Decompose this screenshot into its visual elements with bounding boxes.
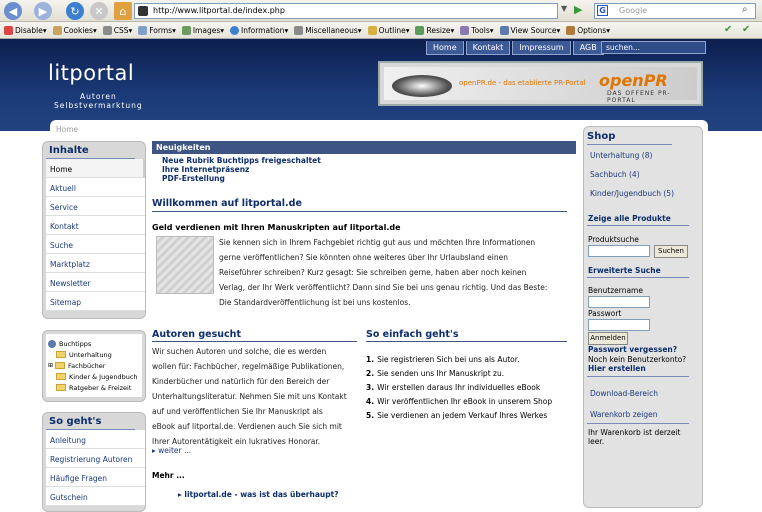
username-label: Benutzername xyxy=(588,286,643,295)
nav-kontakt[interactable]: Kontakt xyxy=(466,41,511,55)
dev-forms[interactable]: Forms ▾ xyxy=(138,26,176,35)
tree-item[interactable]: Unterhaltung xyxy=(48,349,140,360)
menu-newsletter[interactable]: Newsletter xyxy=(46,273,145,292)
inhalte-title: Inhalte xyxy=(46,142,135,159)
options-icon xyxy=(566,26,575,35)
dev-images[interactable]: Images ▾ xyxy=(182,26,224,35)
shop-category[interactable]: Kinder/Jugendbuch (5) xyxy=(590,189,674,198)
dev-information[interactable]: Information ▾ xyxy=(230,26,288,35)
dev-resize[interactable]: Resize ▾ xyxy=(415,26,454,35)
search-button[interactable]: Suchen xyxy=(654,245,688,258)
nav-agb[interactable]: AGB xyxy=(573,41,604,55)
folder-icon xyxy=(56,351,66,358)
step-item: 1. Sie registrieren Sich bei uns als Autor. xyxy=(366,355,520,364)
banner-logo: openPR xyxy=(599,71,668,90)
shop-category[interactable]: Unterhaltung (8) xyxy=(590,151,653,160)
menu-kontakt[interactable]: Kontakt xyxy=(46,216,145,235)
menu-aktuell[interactable]: Aktuell xyxy=(46,178,145,197)
divider xyxy=(152,211,567,212)
disable-icon xyxy=(4,26,13,35)
menu-home[interactable]: Home xyxy=(46,159,145,178)
top-navigation xyxy=(426,41,606,55)
menu-marktplatz[interactable]: Marktplatz xyxy=(46,254,145,273)
logo-subtitle-2: Selbstvermarktung xyxy=(54,101,143,110)
create-account-link[interactable]: Hier erstellen xyxy=(588,364,646,373)
howto-title: So einfach geht's xyxy=(366,329,459,340)
address-bar[interactable] xyxy=(134,3,558,19)
sogehts-menu xyxy=(42,412,146,512)
menu-service[interactable]: Service xyxy=(46,197,145,216)
banner-text: openPR.de - das etablierte PR-Portal xyxy=(459,79,586,87)
book-icon xyxy=(48,340,56,348)
arrow-right-icon: ▸ xyxy=(178,490,185,499)
back-icon[interactable]: ◀ xyxy=(4,2,22,20)
banner-tagline: DAS OFFENE PR-PORTAL xyxy=(607,90,671,104)
forward-icon[interactable]: ▶ xyxy=(34,2,52,20)
folder-icon xyxy=(55,362,65,369)
dev-tools[interactable]: Tools ▾ xyxy=(460,26,493,35)
sogehts-title: So geht's xyxy=(46,413,135,430)
divider xyxy=(366,341,567,342)
tree-item[interactable]: ⊞ Fachbücher xyxy=(48,361,106,370)
download-link[interactable]: Download-Bereich xyxy=(590,389,658,398)
forms-icon xyxy=(138,26,147,35)
news-item[interactable]: Neue Rubrik Buchtipps freigeschaltet xyxy=(162,156,321,165)
weiter-link[interactable]: ▸ weiter ... xyxy=(152,446,192,455)
dev-view-source[interactable]: View Source ▾ xyxy=(500,26,561,35)
divider xyxy=(587,144,672,145)
manuscript-image xyxy=(156,236,214,294)
menu-anleitung[interactable]: Anleitung xyxy=(46,430,145,449)
dropdown-arrow-icon[interactable]: ▼ xyxy=(561,4,568,13)
divider xyxy=(587,277,689,278)
username-field[interactable] xyxy=(588,296,650,308)
divider xyxy=(587,423,689,424)
google-icon: G xyxy=(597,5,608,16)
extended-search-link[interactable]: Erweiterte Suche xyxy=(588,266,661,275)
mehr-label: Mehr ... xyxy=(152,471,185,480)
inhalte-menu xyxy=(42,141,146,319)
resize-icon xyxy=(415,26,424,35)
tree-item[interactable]: Ratgeber & Freizeit xyxy=(48,382,140,393)
dev-disable[interactable]: Disable ▾ xyxy=(4,26,47,35)
dev-css[interactable]: CSS ▾ xyxy=(103,26,133,35)
password-field[interactable] xyxy=(588,319,650,331)
openpr-banner[interactable] xyxy=(378,61,703,106)
product-search-input[interactable] xyxy=(588,245,650,257)
site-header xyxy=(0,39,762,131)
browser-toolbar xyxy=(0,0,762,22)
divider xyxy=(152,341,357,342)
step-item: 5. Sie verdienen an jedem Verkauf Ihres Werkes xyxy=(366,411,548,420)
shop-category[interactable]: Sachbuch (4) xyxy=(590,170,640,179)
search-go-icon[interactable]: ⌕ xyxy=(742,4,748,15)
tree-root[interactable]: Buchtipps xyxy=(48,338,140,349)
divider xyxy=(587,225,689,226)
site-search-input[interactable]: suchen... xyxy=(601,41,706,54)
arrow-right-icon: ▸ xyxy=(152,446,159,455)
dev-miscellaneous[interactable]: Miscellaneous ▾ xyxy=(294,26,361,35)
menu-sitemap[interactable]: Sitemap xyxy=(46,292,145,311)
mehr-link[interactable]: ▸ litportal.de - was ist das überhaupt? xyxy=(178,490,339,499)
reload-icon[interactable]: ↻ xyxy=(66,2,84,20)
authors-text: Wir suchen Autoren und solche, die es werden wollen für: Fachbücher, regelmäßige Publikationen, Kinderbücher und natürlich für den Bereich der Unterhaltungsliteratur. Nehmen Sie mit uns Kontakt auf und veröffentlichen Sie Ihr Manuskript als eBook auf litportal.de. Verdienen auch Sie sich mit Ihrer Autorentätigkeit ein lukratives Honorar. xyxy=(152,347,347,446)
nav-impressum[interactable]: Impressum xyxy=(512,41,570,55)
menu-gutschein[interactable]: Gutschein xyxy=(46,487,145,506)
cookies-icon xyxy=(53,26,62,35)
menu-faq[interactable]: Häufige Fragen xyxy=(46,468,145,487)
authors-title: Autoren gesucht xyxy=(152,329,241,340)
intro-text: Sie kennen sich in Ihrem Fachgebiet richtig gut aus und möchten Ihre Informationen gerne veröffentlichen? Sie könnten ohne weiteres über Ihr Urlaubsland einen Reiseführer schreiben? Kurz gesagt: Sie schreiben gerne, haben aber noch keinen Verlag, der Ihr Werk veröffentlicht? Dann sind Sie bei uns genau richtig. Und das Beste: Die Standardveröffentlichung ist bei uns kostenlos. xyxy=(219,238,548,307)
status-ok-icon[interactable]: ✔ xyxy=(742,24,751,35)
menu-registrierung[interactable]: Registrierung Autoren xyxy=(46,449,145,468)
divider xyxy=(587,376,689,377)
step-item: 3. Wir erstellen daraus Ihr individuelles eBook xyxy=(366,383,541,392)
all-products-link[interactable]: Zeige alle Produkte xyxy=(588,214,671,223)
logo-subtitle: Autoren xyxy=(80,92,117,101)
dev-outline[interactable]: Outline ▾ xyxy=(368,26,410,35)
folder-icon xyxy=(56,373,66,380)
site-logo[interactable]: litportal xyxy=(48,61,135,85)
url-text: http://www.litportal.de/index.php xyxy=(153,6,285,15)
cart-link[interactable]: Warenkorb zeigen xyxy=(590,410,658,419)
forgot-password-link[interactable]: Passwort vergessen? xyxy=(588,345,678,354)
news-item[interactable]: Ihre Internetpräsenz xyxy=(162,165,250,174)
breadcrumb[interactable]: Home xyxy=(50,120,708,137)
cart-status: Ihr Warenkorb ist derzeit leer. xyxy=(588,428,681,446)
tools-icon xyxy=(460,26,469,35)
nav-home[interactable]: Home xyxy=(426,41,464,55)
step-item: 4. Wir veröffentlichen Ihr eBook in unserem Shop xyxy=(366,397,553,406)
shop-title: Shop xyxy=(587,131,616,142)
step-item: 2. Sie senden uns Ihr Manuskript zu. xyxy=(366,369,505,378)
no-account-text: Noch kein Benutzerkonto? xyxy=(588,355,687,364)
welcome-subtitle: Geld verdienen mit Ihren Manuskripten auf litportal.de xyxy=(152,223,401,232)
images-icon xyxy=(182,26,191,35)
expand-icon[interactable]: ⊞ xyxy=(48,362,54,369)
buchtipps-tree xyxy=(42,330,146,402)
disc-icon xyxy=(392,75,452,97)
home-icon[interactable]: ⌂ xyxy=(114,2,132,20)
news-header: Neuigkeiten xyxy=(152,141,576,154)
tree-item[interactable]: Kinder & Jugendbuch xyxy=(48,371,140,382)
menu-suche[interactable]: Suche xyxy=(46,235,145,254)
search-placeholder: Google xyxy=(619,6,648,15)
info-icon xyxy=(230,26,239,35)
password-label: Passwort xyxy=(588,309,622,318)
news-item[interactable]: PDF-Erstellung xyxy=(162,174,225,183)
folder-icon xyxy=(56,384,66,391)
css-icon xyxy=(103,26,112,35)
stop-icon[interactable]: ✕ xyxy=(90,2,108,20)
go-icon[interactable]: ▶ xyxy=(574,3,583,16)
check-icon[interactable]: ✔ xyxy=(724,24,733,35)
dev-options[interactable]: Options ▾ xyxy=(566,26,610,35)
login-button[interactable]: Anmelden xyxy=(588,332,628,345)
search-input[interactable] xyxy=(594,3,756,19)
dev-cookies[interactable]: Cookies ▾ xyxy=(53,26,97,35)
welcome-title: Willkommen auf litportal.de xyxy=(152,198,302,209)
view-source-icon xyxy=(500,26,509,35)
tree xyxy=(46,334,142,397)
developer-toolbar xyxy=(0,22,762,39)
outline-icon xyxy=(368,26,377,35)
product-search-label: Produktsuche xyxy=(588,235,639,244)
favicon-icon xyxy=(138,6,148,16)
misc-icon xyxy=(294,26,303,35)
banner-inner xyxy=(384,67,697,104)
